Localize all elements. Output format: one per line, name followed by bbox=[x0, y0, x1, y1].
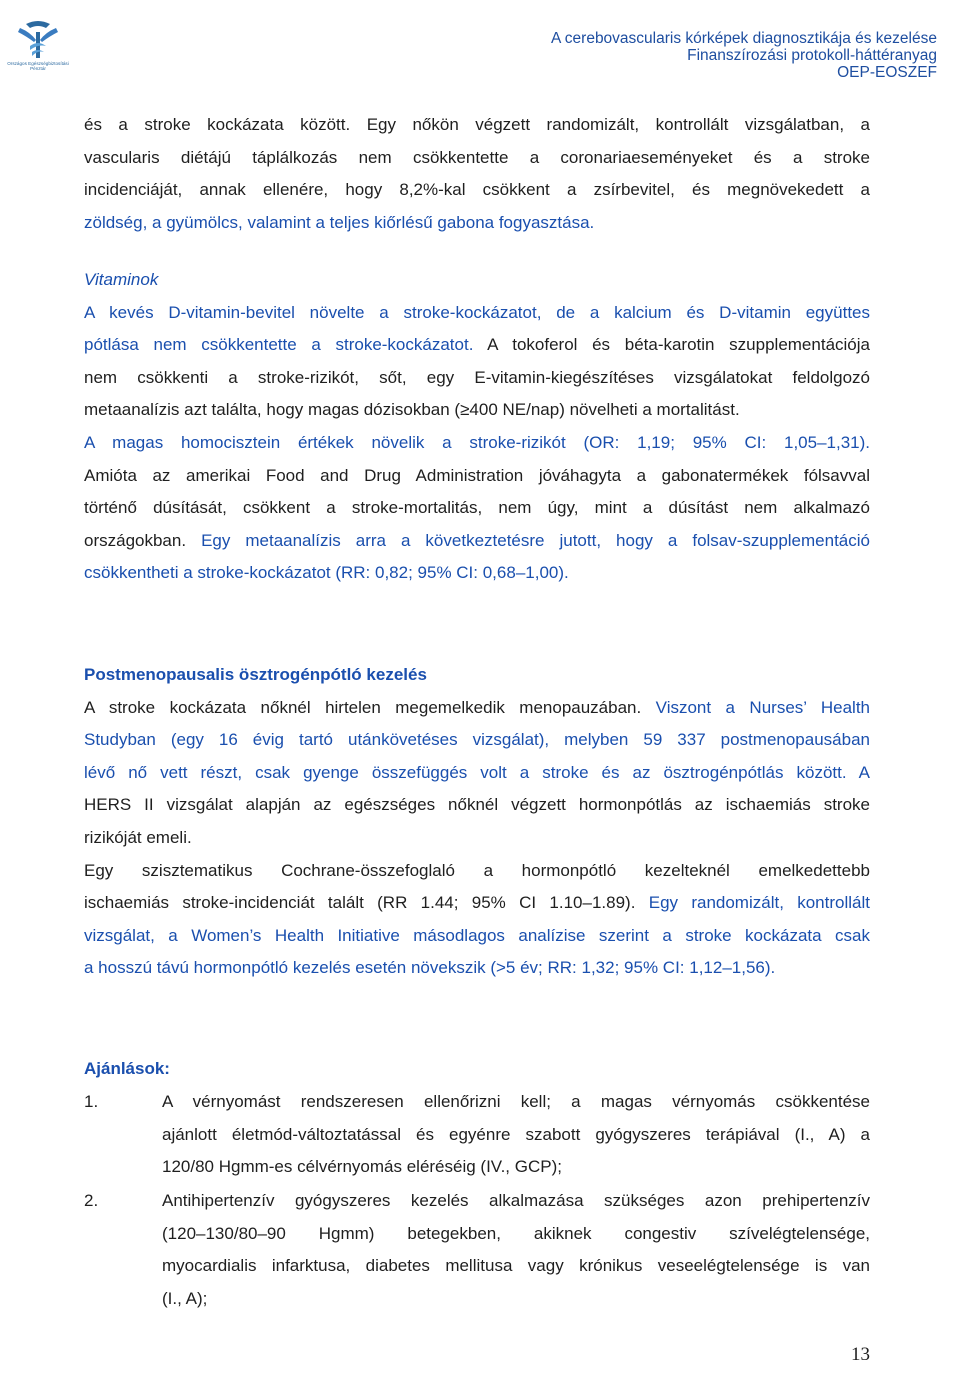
vitaminok-heading: Vitaminok bbox=[84, 270, 159, 289]
recommendation-line: 120/80 Hgmm-es célvérnyomás eléréséig (IV., GCP); bbox=[162, 1157, 562, 1177]
postmeno-heading: Postmenopausalis ösztrogénpótló kezelés bbox=[84, 665, 427, 684]
intro-line: vascularis diétájú táplálkozás nem csökkentette a coronariaeseményeket és a stroke bbox=[84, 147, 870, 167]
postmeno-line: rizikóját emeli. bbox=[84, 827, 192, 847]
vitaminok-section bbox=[84, 264, 870, 590]
vitaminok-line-8b: Egy metaanalízis arra a következtetésre jutott, hogy a folsav-szupplementáció bbox=[186, 530, 870, 550]
recommendation-line: A vérnyomást rendszeresen ellenőrizni kell; a magas vérnyomás csökkentése bbox=[162, 1092, 870, 1111]
header-subtitle: Finanszírozási protokoll-háttéranyag bbox=[687, 47, 937, 64]
recommendation-line: (120–130/80–90 Hgmm) betegekben, akiknek congestiv szívelégtelensége, bbox=[162, 1223, 870, 1243]
intro-line: és a stroke kockázata között. Egy nőkön végzett randomizált, kontrollált vizsgálatban, a bbox=[84, 115, 870, 134]
oep-logo-mark bbox=[6, 18, 70, 62]
postmeno-section bbox=[84, 659, 870, 985]
postmeno-line-1 bbox=[84, 692, 870, 725]
recommendation-number: 1. bbox=[84, 1092, 99, 1111]
postmeno-line: HERS II vizsgálat alapján az egészséges nőknél végzett hormonpótlás az ischaemiás stroke bbox=[84, 795, 870, 815]
postmeno-line: vizsgálat, a Women’s Health Initiative másodlagos analízise szerint a stroke kockázata csak bbox=[84, 925, 870, 945]
intro-line-last: zöldség, a gyümölcs, valamint a teljes kiőrlésű gabona fogyasztása. bbox=[84, 212, 595, 232]
page-number: 13 bbox=[851, 1344, 870, 1365]
postmeno-line: Egy szisztematikus Cochrane-összefoglaló a hormonpótló kezelteknél emelkedettebb bbox=[84, 860, 870, 880]
ajanlasok-heading-wrap bbox=[84, 1053, 870, 1086]
vitaminok-line-8 bbox=[84, 525, 870, 558]
vitaminok-line-2 bbox=[84, 329, 870, 362]
vitaminok-line-2a: pótlása nem csökkentette a stroke-kockázatot. bbox=[84, 335, 474, 355]
postmeno-line-7 bbox=[84, 887, 870, 920]
recommendation-line: (I., A); bbox=[162, 1288, 208, 1308]
vitaminok-line-2b: A tokoferol és béta-karotin szupplementációja bbox=[473, 335, 870, 355]
header-title: A cerebovascularis kórképek diagnosztikája és kezelése bbox=[551, 30, 937, 47]
intro-paragraph bbox=[84, 109, 870, 239]
vitaminok-line: A magas homocisztein értékek növelik a stroke-rizikót (OR: 1,19; 95% CI: 1,05–1,31). bbox=[84, 432, 870, 452]
postmeno-line-7a: ischaemiás stroke-incidenciát talált (RR 1.44; 95% CI 1.10–1.89). bbox=[84, 893, 636, 913]
vitaminok-line: csökkentheti a stroke-kockázatot (RR: 0,82; 95% CI: 0,68–1,00). bbox=[84, 563, 569, 583]
recommendation-line: ajánlott életmód-változtatással és egyénre szabott gyógyszeres terápiával (I., A) a bbox=[162, 1124, 870, 1144]
vitaminok-line: Amióta az amerikai Food and Drug Administration jóváhagyta a gabonatermékek fólsavval bbox=[84, 465, 870, 485]
recommendation-line: myocardialis infarktusa, diabetes mellitusa vagy krónikus veseelégtelensége is van bbox=[162, 1256, 870, 1276]
vitaminok-line: történő dúsítását, csökkent a stroke-mortalitás, nem úgy, mint a dúsítást nem alkalmazó bbox=[84, 498, 870, 518]
postmeno-line-1a: A stroke kockázata nőknél hirtelen megemelkedik menopauzában. bbox=[84, 697, 642, 717]
postmeno-line: Studyban (egy 16 évig tartó utánkövetéses vizsgálat), melyben 59 337 postmenopausában bbox=[84, 730, 870, 750]
ajanlasok-heading: Ajánlások: bbox=[84, 1059, 170, 1078]
postmeno-line: a hosszú távú hormonpótló kezelés esetén növekszik (>5 év; RR: 1,32; 95% CI: 1,12–1,56). bbox=[84, 958, 776, 978]
vitaminok-line: nem csökkenti a stroke-rizikót, sőt, egy E-vitamin-kiegészítéses vizsgálatokat feldolgozó bbox=[84, 367, 870, 387]
vitaminok-line-8a: országokban. bbox=[84, 530, 187, 550]
recommendation-line: Antihipertenzív gyógyszeres kezelés alkalmazása szükséges azon prehipertenzív bbox=[162, 1191, 870, 1210]
postmeno-line: lévő nő vett részt, csak gyenge összefüggés volt a stroke és az ösztrogénpótlás között. A bbox=[84, 762, 870, 782]
oep-logo bbox=[6, 18, 70, 78]
postmeno-line-1b: Viszont a Nurses’ Health bbox=[641, 697, 870, 717]
vitaminok-line: metaanalízis azt találta, hogy magas dózisokban (≥400 NE/nap) növelheti a mortalitást. bbox=[84, 400, 740, 420]
page-header bbox=[551, 30, 937, 81]
recommendation-number: 2. bbox=[84, 1191, 99, 1210]
header-org: OEP-EOSZEF bbox=[837, 64, 937, 81]
logo-line-2: Pénztár bbox=[30, 66, 46, 72]
vitaminok-line: A kevés D-vitamin-bevitel növelte a stroke-kockázatot, de a kalcium és D-vitamin együttes bbox=[84, 302, 870, 322]
postmeno-line-7b: Egy randomizált, kontrollált bbox=[635, 893, 870, 913]
logo-line-1: Országos Egészségbiztosítási bbox=[7, 61, 69, 66]
intro-line: incidenciáját, annak ellenére, hogy 8,2%-kal csökkent a zsírbevitel, és megnövekedett a bbox=[84, 180, 870, 200]
